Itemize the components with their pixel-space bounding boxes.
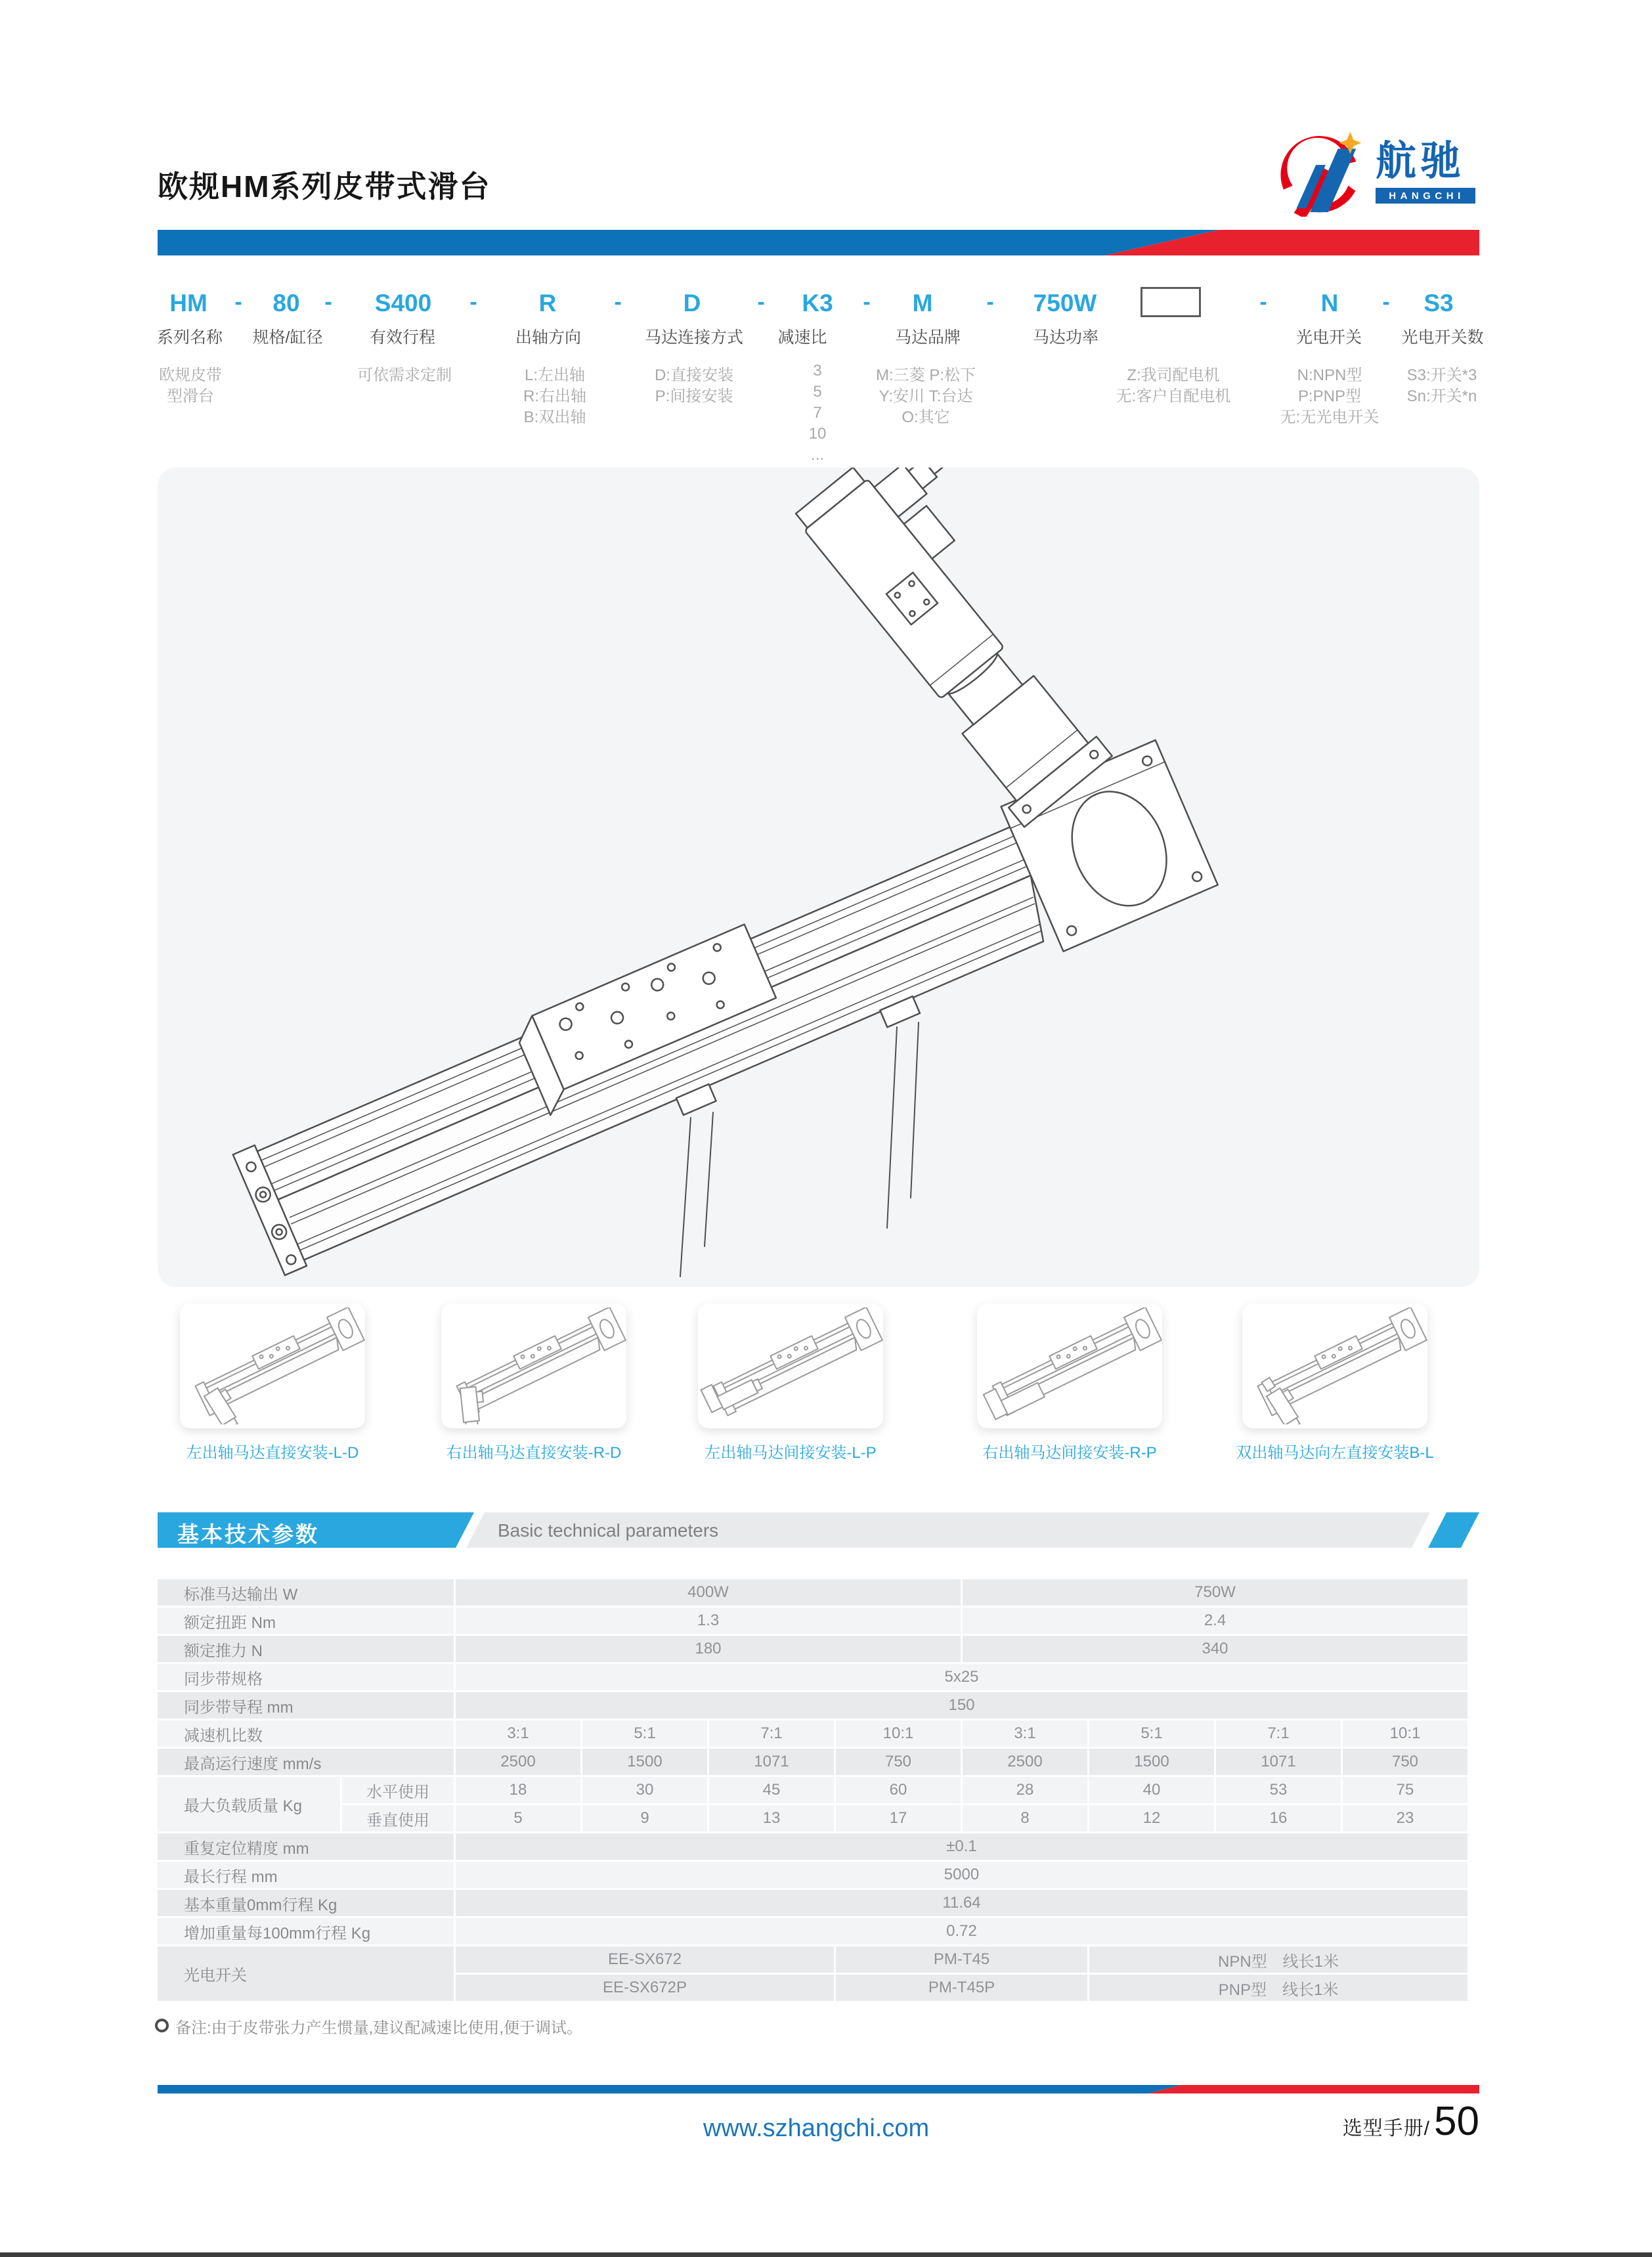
mounting-thumbnail-caption: 左出轴马达间接安装-L-P xyxy=(705,1444,877,1462)
table-cell: 18 xyxy=(456,1777,580,1803)
table-cell: 7:1 xyxy=(709,1720,834,1747)
table-cell: 340 xyxy=(963,1636,1467,1662)
table-cell: 750 xyxy=(836,1749,961,1775)
model-code-option: 10 xyxy=(808,425,827,443)
model-code-option: R:右出轴 xyxy=(523,387,586,405)
table-cell: 150 xyxy=(456,1692,1467,1719)
table-cell: 10:1 xyxy=(836,1720,961,1747)
table-row-sublabel: 垂直使用 xyxy=(342,1805,454,1831)
mounting-mini-drawing xyxy=(180,1307,365,1424)
model-code-segment-label: 规格/缸径 xyxy=(252,328,323,347)
mounting-mini-drawing xyxy=(441,1307,626,1424)
model-code-option: Y:安川 T:台达 xyxy=(879,387,973,405)
table-cell: 5x25 xyxy=(456,1664,1467,1690)
table-row-sublabel: 水平使用 xyxy=(342,1777,454,1803)
table-cell: 9 xyxy=(582,1805,707,1831)
logo-en-text: HANGCHI xyxy=(1376,188,1475,204)
table-cell: 16 xyxy=(1216,1805,1341,1831)
model-code-option: 无:客户自配电机 xyxy=(1116,387,1231,405)
model-code-segment-label: 马达功率 xyxy=(1032,328,1099,347)
motor-config-box xyxy=(1141,287,1201,317)
table-cell: 5000 xyxy=(456,1862,1467,1888)
table-cell: 40 xyxy=(1089,1777,1214,1803)
table-cell: 180 xyxy=(456,1636,961,1662)
mounting-thumbnail-card xyxy=(977,1304,1162,1428)
mounting-thumbnail-card xyxy=(441,1304,626,1428)
model-code-segment: M xyxy=(912,290,933,317)
page-reference xyxy=(1343,2101,1479,2142)
table-cell: 5 xyxy=(456,1805,580,1831)
table-row-label: 增加重量每100mm行程 Kg xyxy=(158,1918,454,1944)
model-code-breakdown xyxy=(0,0,1652,473)
mounting-mini-drawing xyxy=(698,1307,883,1424)
model-code-option: ... xyxy=(810,446,825,464)
table-cell: 3:1 xyxy=(456,1720,580,1747)
table-row-label: 减速机比数 xyxy=(158,1720,454,1747)
model-code-option: N:NPN型 xyxy=(1297,366,1362,384)
footnote-text: 备注:由于皮带张力产生惯量,建议配减速比使用,便于调试。 xyxy=(175,2019,583,2037)
model-code-option: L:左出轴 xyxy=(524,366,586,384)
table-cell: 2500 xyxy=(456,1749,580,1775)
note-bullet-icon xyxy=(155,2019,169,2032)
section-title-zh: 基本技术参数 xyxy=(177,1522,319,1546)
model-code-option: O:其它 xyxy=(902,408,950,426)
model-code-option: B:双出轴 xyxy=(523,408,586,426)
model-code-segment: 80 xyxy=(272,290,300,317)
table-row-label: 标准马达输出 W xyxy=(158,1579,454,1606)
mounting-thumbnail-caption: 左出轴马达直接安装-L-D xyxy=(186,1444,359,1462)
table-cell: 30 xyxy=(582,1777,707,1803)
mounting-thumbnail-card xyxy=(698,1304,883,1428)
model-code-separator: - xyxy=(234,290,242,315)
table-cell: 7:1 xyxy=(1216,1720,1341,1747)
model-code-option: 7 xyxy=(813,404,822,422)
model-code-separator: - xyxy=(324,290,332,315)
drawing-panel xyxy=(158,468,1479,1287)
model-code-segment-label: 出轴方向 xyxy=(515,328,582,347)
model-code-option: P:PNP型 xyxy=(1297,387,1362,405)
model-code-option: 可依需求定制 xyxy=(357,366,452,384)
section-banner xyxy=(158,1512,1479,1548)
model-code-segment-label: 减速比 xyxy=(777,328,827,347)
model-code-segment-label: 有效行程 xyxy=(369,328,436,347)
mounting-thumbnail-caption: 右出轴马达间接安装-R-P xyxy=(982,1444,1157,1462)
mounting-thumbnail-caption: 双出轴马达向左直接安装B-L xyxy=(1236,1444,1434,1462)
table-cell: 2.4 xyxy=(963,1608,1467,1634)
table-cell: 10:1 xyxy=(1343,1720,1467,1747)
model-code-segment: N xyxy=(1320,290,1339,317)
table-cell: PM-T45 xyxy=(836,1946,1087,1973)
model-code-segment-label: 光电开关 xyxy=(1295,328,1362,347)
table-cell: 17 xyxy=(836,1805,961,1831)
table-cell: 2500 xyxy=(963,1749,1087,1775)
table-cell: 12 xyxy=(1089,1805,1214,1831)
page-title: 欧规HM系列皮带式滑台 xyxy=(158,169,491,204)
model-code-option: 欧规皮带 xyxy=(159,366,222,384)
table-cell: 1071 xyxy=(1216,1749,1341,1775)
table-cell: 5:1 xyxy=(582,1720,707,1747)
page-bottom-edge xyxy=(0,2252,1652,2257)
manual-label: 选型手册/ xyxy=(1342,2118,1431,2139)
table-cell: 53 xyxy=(1216,1777,1341,1803)
model-code-option: Sn:开关*n xyxy=(1406,387,1477,405)
table-cell: 750W xyxy=(963,1579,1467,1606)
product-isometric-drawing xyxy=(158,468,1479,1287)
table-cell: 75 xyxy=(1343,1777,1467,1803)
table-row-label: 重复定位精度 mm xyxy=(158,1833,454,1860)
model-code-separator: - xyxy=(469,290,477,315)
footer-divider-bar xyxy=(158,2085,1479,2093)
table-cell: 750 xyxy=(1343,1749,1467,1775)
table-cell: EE-SX672 xyxy=(456,1946,834,1973)
table-cell: PNP型 线长1米 xyxy=(1089,1975,1467,2001)
table-cell: 400W xyxy=(456,1579,961,1606)
table-row-label: 同步带导程 mm xyxy=(158,1692,454,1719)
model-code-option: 3 xyxy=(813,362,822,380)
table-cell: 5:1 xyxy=(1089,1720,1214,1747)
table-cell: 13 xyxy=(709,1805,834,1831)
model-code-option: 无:无光电开关 xyxy=(1280,408,1380,426)
table-row-label: 额定推力 N xyxy=(158,1636,454,1662)
table-row-label: 同步带规格 xyxy=(158,1664,454,1690)
table-cell: 0.72 xyxy=(456,1918,1467,1944)
table-cell: 23 xyxy=(1343,1805,1467,1831)
table-cell: 3:1 xyxy=(963,1720,1087,1747)
table-row-label: 基本重量0mm行程 Kg xyxy=(158,1890,454,1916)
mounting-thumbnail-caption: 右出轴马达直接安装-R-D xyxy=(446,1444,622,1462)
table-row-label: 最大负载质量 Kg xyxy=(158,1777,340,1831)
table-row-label: 光电开关 xyxy=(158,1946,454,2001)
model-code-segment: 750W xyxy=(1033,290,1097,317)
table-cell: 1.3 xyxy=(456,1608,961,1634)
spec-table xyxy=(158,1579,1469,2001)
model-code-segment: R xyxy=(538,290,557,317)
model-code-separator: - xyxy=(757,290,765,315)
model-code-option: M:三菱 P:松下 xyxy=(875,366,976,384)
mounting-mini-drawing xyxy=(1242,1307,1427,1424)
model-code-segment-label: 马达品牌 xyxy=(894,328,961,347)
model-code-option: 型滑台 xyxy=(167,387,214,405)
table-cell: 60 xyxy=(836,1777,961,1803)
model-code-option: Z:我司配电机 xyxy=(1127,366,1220,384)
table-cell: 1500 xyxy=(1089,1749,1214,1775)
model-code-separator: - xyxy=(1259,290,1267,315)
model-code-segment-label: 光电开关数 xyxy=(1401,328,1484,347)
model-code-option: P:间接安装 xyxy=(655,387,733,405)
model-code-option: 5 xyxy=(813,383,822,401)
table-cell: 8 xyxy=(963,1805,1087,1831)
model-code-segment: S400 xyxy=(374,290,432,317)
model-code-segment: HM xyxy=(169,290,207,317)
page-number: 50 xyxy=(1434,2099,1479,2144)
footnote xyxy=(155,2015,582,2038)
model-code-segment: K3 xyxy=(802,290,833,317)
model-code-segment-label: 马达连接方式 xyxy=(644,328,744,347)
model-code-option: S3:开关*3 xyxy=(1406,366,1477,384)
mounting-thumbnail-card xyxy=(1242,1304,1427,1428)
section-title-en: Basic technical parameters xyxy=(498,1520,719,1541)
model-code-separator: - xyxy=(986,290,994,315)
table-cell: PM-T45P xyxy=(836,1975,1087,2001)
model-code-separator: - xyxy=(863,290,871,315)
table-row-label: 额定扭距 Nm xyxy=(158,1608,454,1634)
mounting-mini-drawing xyxy=(977,1307,1162,1424)
table-cell: 45 xyxy=(709,1777,834,1803)
logo-zh-text: 航驰 xyxy=(1376,139,1466,184)
table-row-label: 最高运行速度 mm/s xyxy=(158,1749,454,1775)
table-cell: ±0.1 xyxy=(456,1833,1467,1860)
table-cell: 11.64 xyxy=(456,1890,1467,1916)
model-code-separator: - xyxy=(1382,290,1390,315)
table-cell: 1500 xyxy=(582,1749,707,1775)
table-cell: 1071 xyxy=(709,1749,834,1775)
table-cell: 28 xyxy=(963,1777,1087,1803)
table-cell: NPN型 线长1米 xyxy=(1089,1946,1467,1973)
website-link[interactable]: www.szhangchi.com xyxy=(703,2115,930,2142)
model-code-segment: D xyxy=(683,290,701,317)
model-code-separator: - xyxy=(614,290,622,315)
model-code-segment: S3 xyxy=(1424,290,1454,317)
mounting-thumbnail-card xyxy=(180,1304,365,1428)
table-cell: EE-SX672P xyxy=(456,1975,834,2001)
model-code-segment-label: 系列名称 xyxy=(156,328,223,347)
table-row-label: 最长行程 mm xyxy=(158,1862,454,1888)
model-code-option: D:直接安装 xyxy=(655,366,733,384)
